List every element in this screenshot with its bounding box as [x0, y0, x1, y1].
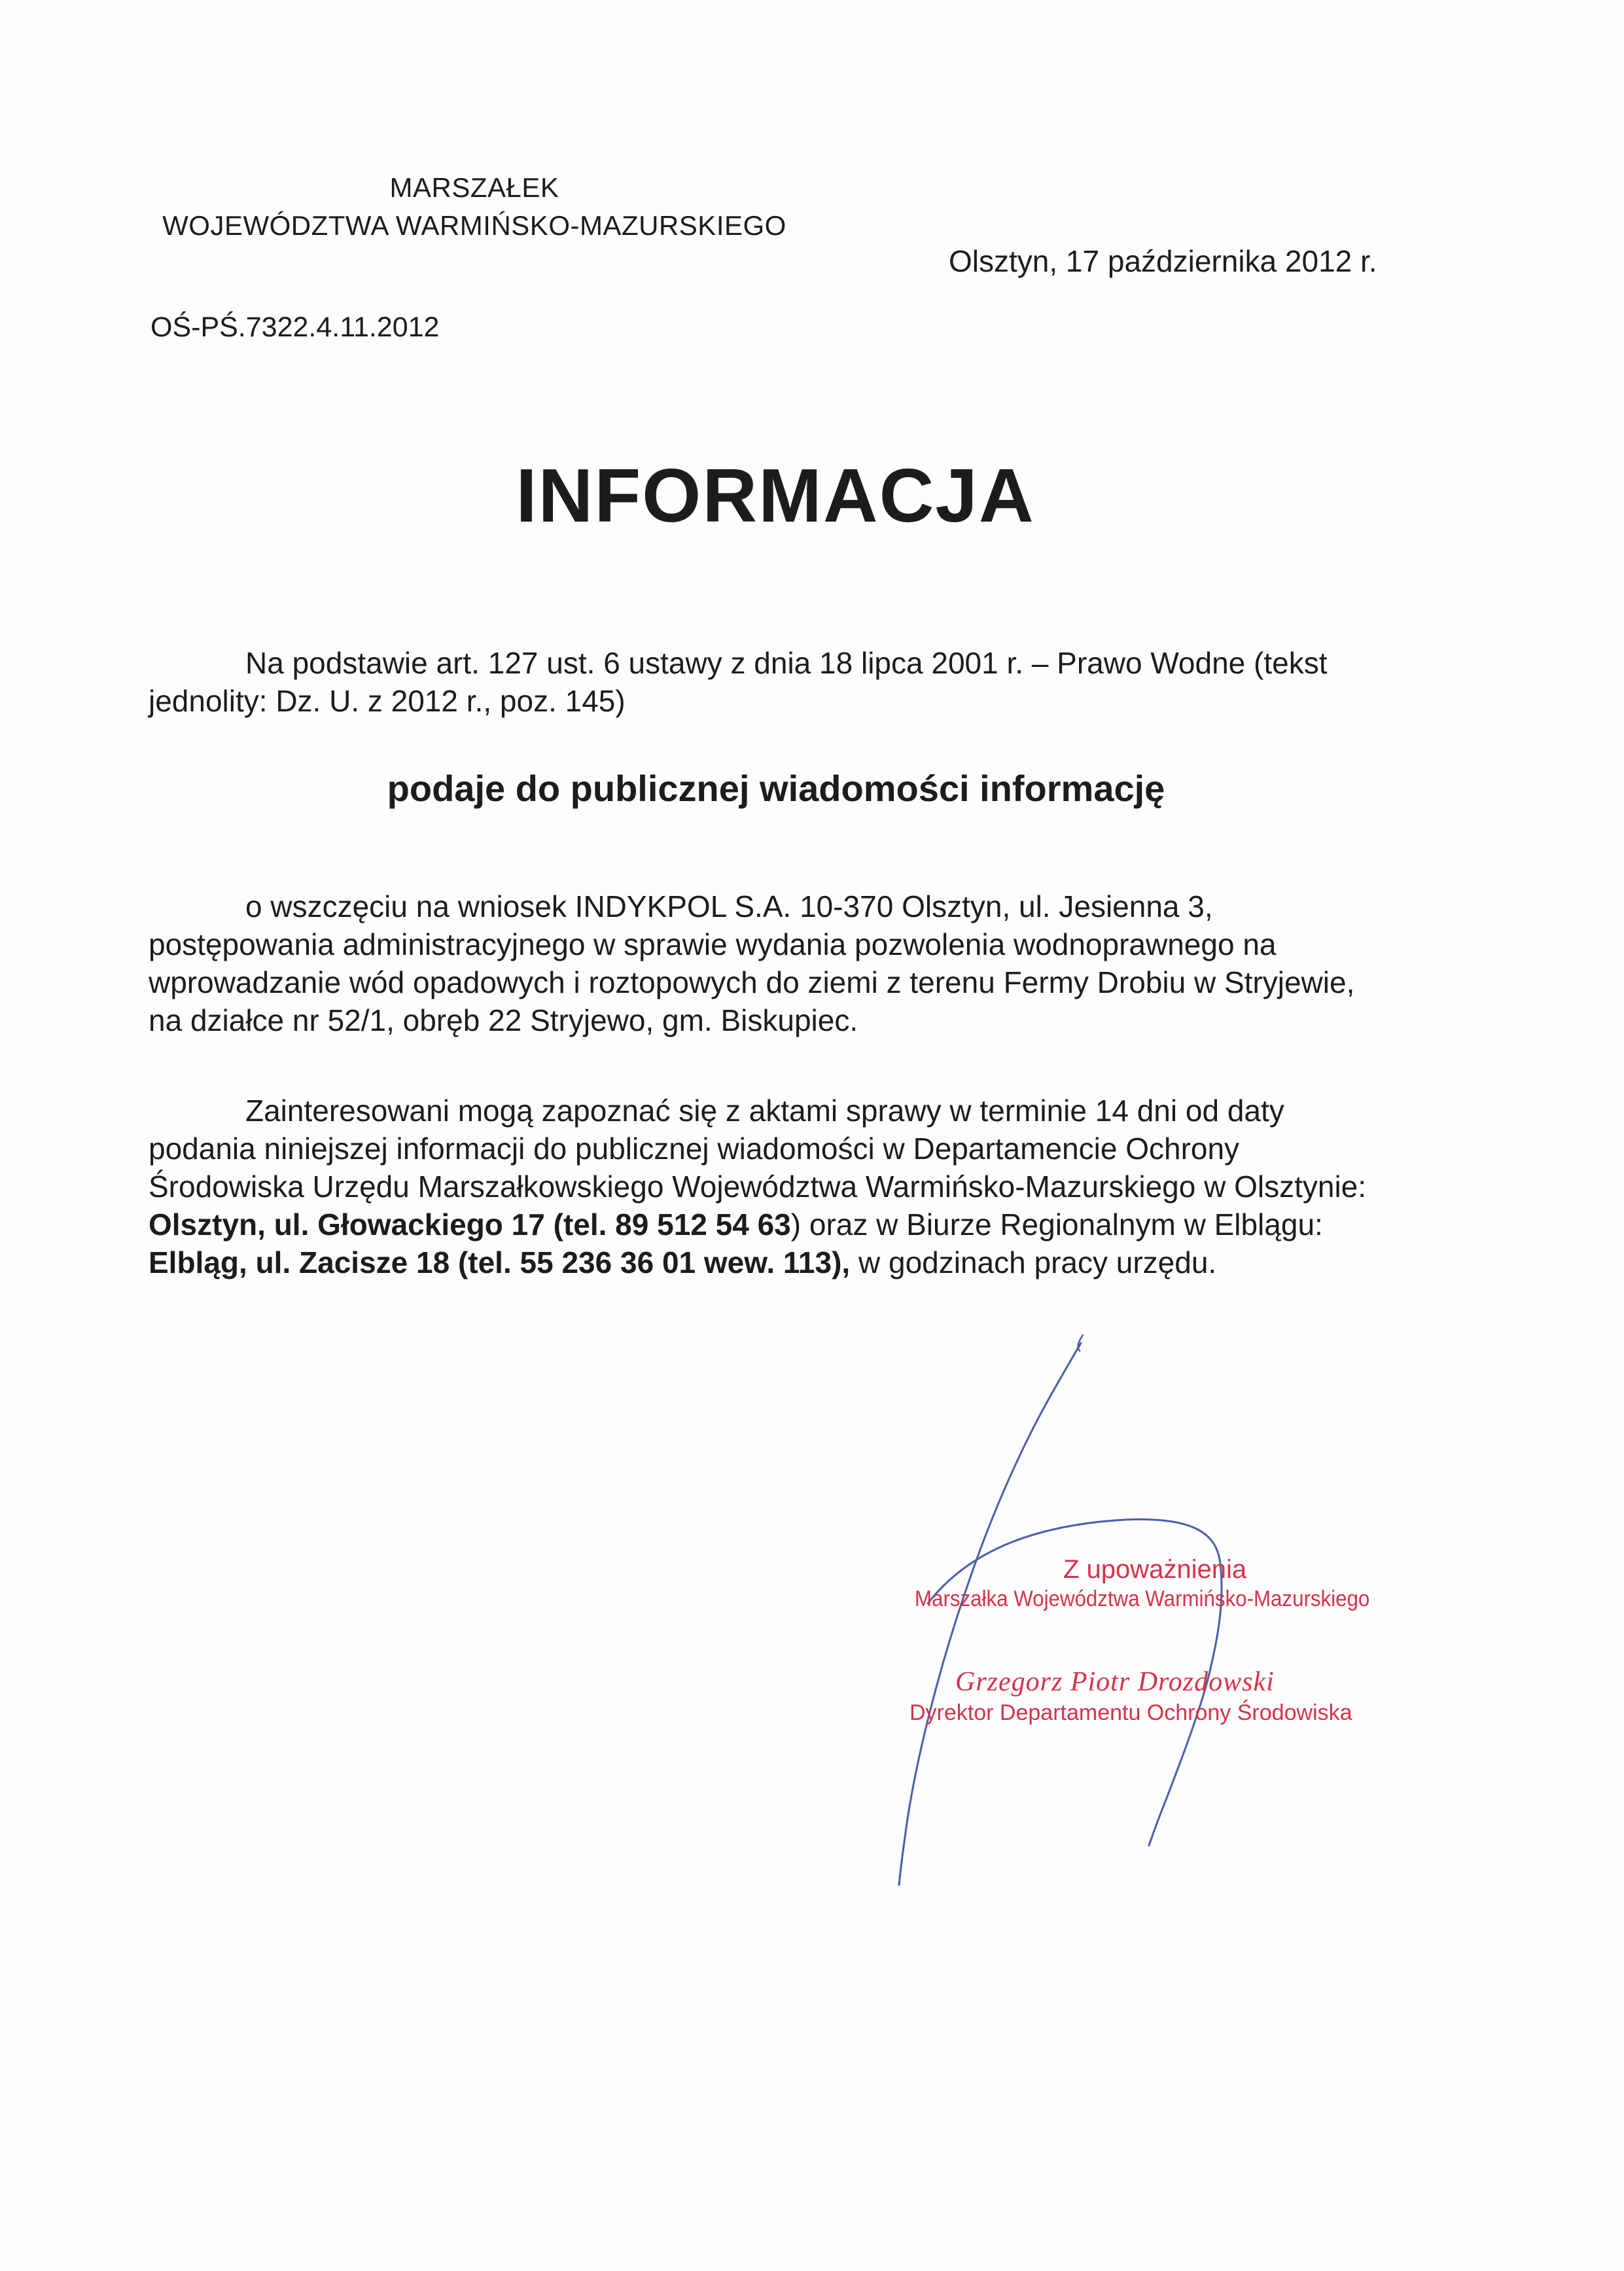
announcement-subheading: podaje do publicznej wiadomości informację — [387, 768, 1165, 809]
handwritten-signature — [851, 1329, 1269, 1918]
proceedings-paragraph — [149, 887, 1403, 1039]
proceedings-line-2: postępowania administracyjnego w sprawie wydania pozwolenia wodnoprawnego na — [149, 927, 1277, 961]
notice-line-1: Zainteresowani mogą zapoznać się z aktami sprawy w terminie 14 dni od daty — [245, 1094, 1284, 1128]
elblag-office-intro: oraz w Biurze Regionalnym w Elblągu: — [801, 1207, 1323, 1242]
proceedings-line-3: wprowadzanie wód opadowych i roztopowych do ziemi z terenu Fermy Drobiu w Stryjewie, — [149, 965, 1355, 999]
proceedings-line-4: na działce nr 52/1, obręb 22 Stryjewo, gm. Biskupiec. — [149, 1003, 858, 1037]
reference-number: OŚ-PŚ.7322.4.11.2012 — [150, 312, 440, 343]
notice-line-3: Środowiska Urzędu Marszałkowskiego Województwa Warmińsko-Mazurskiego w Olsztynie: — [149, 1170, 1367, 1204]
office-hours-note: w godzinach pracy urzędu. — [850, 1245, 1217, 1279]
signature-stroke-main — [899, 1343, 1081, 1885]
legal-basis-line-2: jednolity: Dz. U. z 2012 r., poz. 145) — [149, 684, 626, 718]
olsztyn-office-address: Olsztyn, ul. Głowackiego 17 (tel. 89 512 54 63 — [149, 1207, 791, 1242]
legal-basis-line-1: Na podstawie art. 127 ust. 6 ustawy z dnia 18 lipca 2001 r. – Prawo Wodne (tekst — [245, 646, 1328, 680]
stamp-signatory-name: Grzegorz Piotr Drozdowski — [955, 1667, 1275, 1697]
place-and-date: Olsztyn, 17 października 2012 r. — [949, 244, 1377, 278]
notice-line-5 — [149, 1243, 1403, 1281]
notice-line-2: podania niniejszej informacji do publicznej wiadomości w Departamencie Ochrony — [149, 1132, 1240, 1166]
stamp-signatory-position: Dyrektor Departamentu Ochrony Środowiska — [909, 1700, 1352, 1725]
notice-paragraph — [149, 1092, 1403, 1281]
olsztyn-bracket: ) — [790, 1207, 802, 1242]
sender-line-1: MARSZAŁEK — [389, 172, 559, 203]
sender-line-2: WOJEWÓDZTWA WARMIŃSKO-MAZURSKIEGO — [162, 210, 786, 241]
elblag-office-address: Elbląg, ul. Zacisze 18 (tel. 55 236 36 01 wew. 113), — [149, 1245, 851, 1279]
stamp-authorization: Z upoważnienia — [1063, 1555, 1247, 1584]
stamp-office: Marszałka Województwa Warmińsko-Mazurskiego — [915, 1586, 1370, 1611]
document-title: INFORMACJA — [516, 453, 1035, 538]
legal-basis-paragraph — [149, 644, 1403, 720]
proceedings-line-1: o wszczęciu na wniosek INDYKPOL S.A. 10-370 Olsztyn, ul. Jesienna 3, — [245, 889, 1213, 923]
sender-header — [144, 169, 805, 245]
notice-line-4 — [149, 1206, 1403, 1243]
